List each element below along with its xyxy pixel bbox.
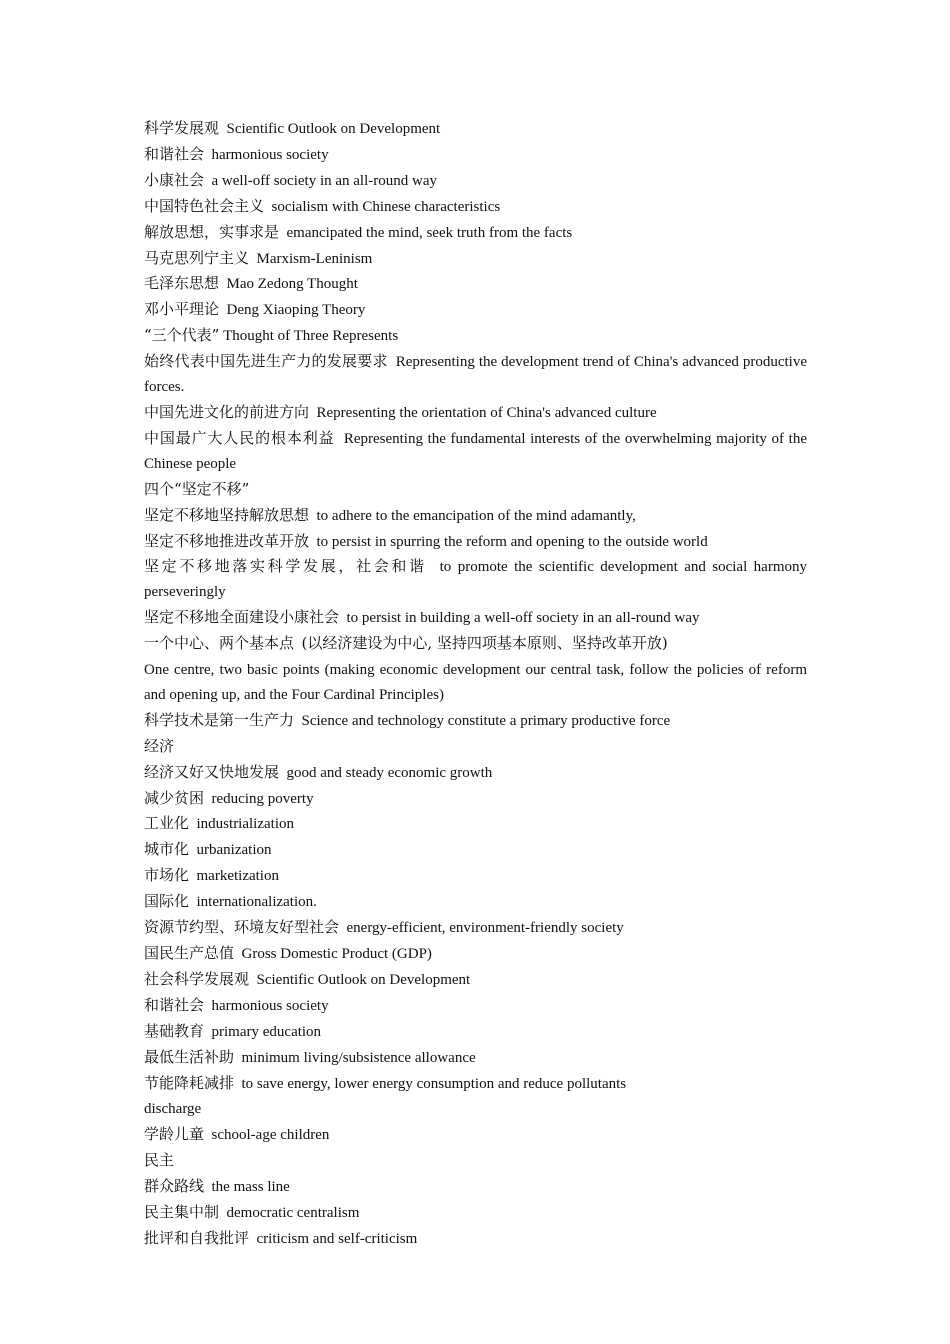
glossary-line [144,605,807,631]
english-translation: Science and technology constitute a primary productive force [301,712,671,729]
english-translation: Scientific Outlook on Development [226,121,441,137]
english-translation: emancipated the mind, seek truth from the facts [286,224,573,241]
chinese-term: 四个“坚定不移” [144,479,250,498]
glossary-line [144,967,807,993]
english-translation: good and steady economic growth [286,764,493,781]
chinese-term: 基础教育 [144,1021,205,1040]
glossary-line [144,142,807,168]
chinese-term: 工业化 [144,814,190,833]
glossary-line [144,1226,807,1252]
glossary-line [144,116,807,142]
english-translation: Thought of Three Represents [223,328,399,345]
glossary-line [144,554,807,605]
glossary-line [144,760,807,786]
glossary-line [144,708,807,734]
chinese-explanation: (以经济建设为中心, 坚持四项基本原则、坚持改革开放) [301,634,668,653]
chinese-term: 最低生活补助 [144,1047,235,1066]
glossary-line [144,1122,807,1148]
glossary-line [144,220,807,246]
chinese-term: 学龄儿童 [144,1125,205,1144]
glossary-line [144,349,807,400]
glossary-line [144,1096,807,1122]
glossary-line [144,631,807,657]
english-translation: to persist in spurring the reform and opening to the outside world [316,533,708,550]
chinese-term: 社会科学发展观 [144,969,250,988]
chinese-term: 解放思想，实事求是 [144,222,280,241]
chinese-term: 民主 [144,1151,175,1170]
chinese-term: 市场化 [144,866,190,885]
chinese-term: 批评和自我批评 [144,1228,250,1247]
glossary-line [144,915,807,941]
chinese-term: 减少贫困 [144,788,205,807]
english-translation: Marxism-Leninism [256,250,373,267]
english-translation: Representing the orientation of China's advanced culture [316,404,657,421]
english-translation: democratic centralism [226,1205,360,1222]
english-translation: industrialization [196,816,294,833]
glossary-line [144,1174,807,1200]
section-heading [144,477,807,503]
glossary-line [144,323,807,349]
chinese-term: 坚定不移地全面建设小康社会 [144,608,340,627]
english-translation: primary education [211,1023,322,1040]
glossary-line [144,246,807,272]
glossary-line [144,863,807,889]
english-translation: marketization [196,868,279,885]
glossary-line [144,194,807,220]
english-translation: Deng Xiaoping Theory [226,302,366,319]
chinese-term: 和谐社会 [144,144,205,163]
glossary-line [144,1200,807,1226]
chinese-term: 小康社会 [144,170,205,189]
chinese-term: 经济 [144,736,175,755]
english-translation: a well-off society in an all-round way [211,172,437,189]
chinese-term: 坚定不移地推进改革开放 [144,531,310,550]
english-translation: Scientific Outlook on Development [256,971,471,988]
english-translation: to promote the scientific development and social harmony perseveringly [144,559,808,601]
glossary-line [144,297,807,323]
chinese-term: 坚定不移地坚持解放思想 [144,505,310,524]
english-translation: One centre, two basic points (making economic development our central task, follow the policies of reform and opening up, and the Four Cardinal Principles) [144,662,807,703]
english-translation: harmonious society [211,146,329,163]
glossary-line [144,168,807,194]
glossary-line [144,426,807,477]
english-translation: minimum living/subsistence allowance [241,1049,476,1066]
chinese-term: 科学发展观 [144,119,220,137]
glossary-line [144,1019,807,1045]
glossary-line [144,657,807,708]
english-translation: harmonious society [211,997,329,1014]
glossary-line [144,837,807,863]
chinese-term: 中国先进文化的前进方向 [144,402,310,421]
english-translation: urbanization [196,842,272,859]
english-translation: to save energy, lower energy consumption and reduce pollutants [241,1075,627,1092]
chinese-term: 马克思列宁主义 [144,248,250,267]
glossary-line [144,993,807,1019]
chinese-term: 坚定不移地落实科学发展，社会和谐 [144,557,427,576]
chinese-term: 中国特色社会主义 [144,196,265,215]
section-heading [144,1148,807,1174]
chinese-term: 国民生产总值 [144,944,235,962]
english-translation: criticism and self-criticism [256,1230,418,1247]
section-heading [144,734,807,760]
english-translation: discharge [144,1101,202,1118]
chinese-term: 节能降耗减排 [144,1073,235,1092]
glossary-line [144,811,807,837]
english-translation: Mao Zedong Thought [226,276,358,293]
document-page [144,116,807,1252]
chinese-term: 群众路线 [144,1177,205,1196]
chinese-term: 城市化 [144,840,190,859]
english-translation: Gross Domestic Product (GDP) [241,946,432,962]
glossary-line [144,889,807,915]
english-translation: to persist in building a well-off society in an all-round way [346,610,700,627]
glossary-line [144,786,807,812]
chinese-term: 中国最广大人民的根本利益 [144,428,335,447]
english-translation: the mass line [211,1179,290,1196]
chinese-term: 和谐社会 [144,995,205,1014]
chinese-term: 始终代表中国先进生产力的发展要求 [144,352,388,371]
english-translation: Representing the fundamental interests of the overwhelming majority of the Chinese people [144,430,808,472]
glossary-line [144,400,807,426]
chinese-term: 科学技术是第一生产力 [144,710,295,729]
chinese-term: 经济又好又快地发展 [144,762,280,781]
chinese-term: 毛泽东思想 [144,274,220,293]
english-translation: energy-efficient, environment-friendly society [346,920,624,937]
chinese-term: 国际化 [144,892,190,911]
chinese-term: 邓小平理论 [144,300,220,319]
chinese-term: “三个代表” [144,326,220,345]
glossary-line [144,1071,807,1097]
glossary-line [144,529,807,555]
chinese-term: 民主集中制 [144,1203,220,1222]
english-translation: to adhere to the emancipation of the mind adamantly, [316,507,636,524]
chinese-term: 一个中心、两个基本点 [144,634,295,653]
glossary-line [144,1045,807,1071]
english-translation: socialism with Chinese characteristics [271,198,501,215]
english-translation: Representing the development trend of China's advanced productive forces. [144,354,807,396]
glossary-line [144,503,807,529]
english-translation: reducing poverty [211,790,314,807]
glossary-line [144,941,807,967]
english-translation: school-age children [211,1127,330,1144]
english-translation: internationalization. [196,894,317,911]
glossary-line [144,271,807,297]
chinese-term: 资源节约型、环境友好型社会 [144,918,340,937]
